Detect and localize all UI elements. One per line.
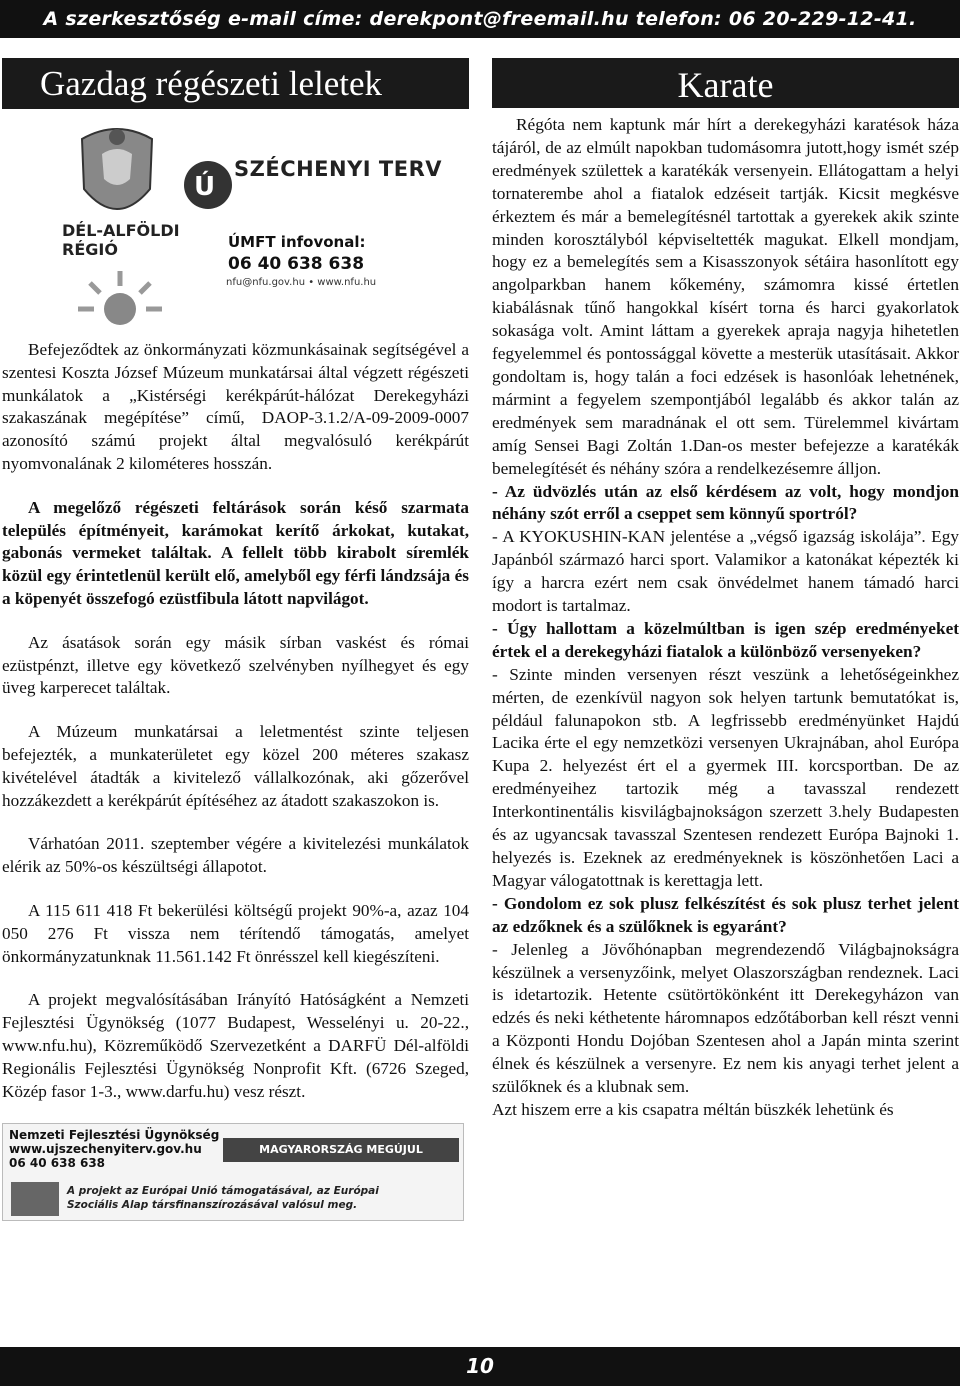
left-paragraph-4: A Múzeum munkatársai a leletmentést szinte teljesen befejezték, a munkaterületet egy közel 200 méteres szakasz kivételével átadták a kivitelező vállalkozónak, aki gőzerővel hozzákezdett a kerékpárút építéséhez az átadott szakaszokon is. — [2, 722, 469, 810]
left-paragraph-3: Az ásatások során egy másik sírban vaskést és római ezüstpénzt, illetve egy következő szelvényben nyílhegyet és egy üveg karperecet találtak. — [2, 632, 469, 698]
coat-of-arms-icon — [62, 119, 172, 229]
left-paragraph-2: A megelőző régészeti feltárások során késő szarmata település építményeit, karámokat kerítő árkokat, kutakat, gabonás vermeket találtak. A fellelt több kirabolt síremlék közül egy érintetlenül került elő, amelyből egy férfi lándzsája és a köpenyét összefogó ezüstfibula látott napvilágot. — [2, 497, 469, 608]
left-paragraph-1: Befejeződtek az önkormányzati közmunkásainak segítségével a szentesi Koszta József Múzeum munkatársai által végzett régészeti munkálatok a „Kistérségi kerékpárút-hálózat Derekegyházi szakaszának megépítése” című, DAOP-3.1.2/A-09-2009-0007 azonosító számú projekt által megvalósuló kerékpárút nyomvonalának 2 kilométeres hosszán. — [2, 340, 469, 473]
nfu-text — [9, 1128, 219, 1170]
page-number: 10 — [0, 1347, 960, 1386]
logo-block — [2, 115, 469, 339]
karate-question-1: - Az üdvözlés után az első kérdésem az volt, hogy mondjon néhány szót erről a cseppet sem könnyű sportról? — [492, 481, 959, 524]
szechenyi-terv-text: SZÉCHENYI TERV — [234, 157, 443, 181]
nfu-line1: Nemzeti Fejlesztési Ügynökség — [9, 1128, 220, 1143]
info-links: nfu@nfu.gov.hu • www.nfu.hu — [226, 277, 377, 288]
article-title-leletek: Gazdag régészeti leletek — [2, 58, 469, 109]
left-paragraph-5: Várhatóan 2011. szeptember végére a kivitelezési munkálatok elérik az 50%-os készültségi állapotot. — [2, 834, 469, 877]
karate-question-3: - Gondolom ez sok plusz felkészítést és sok plusz terhet jelent az edzőknek és a szülőknek is egyaránt? — [492, 893, 959, 936]
karate-intro: Régóta nem kaptunk már hírt a derekegyházi karatésok háza tájáról, de az elmúlt napokban tudomásomra jutott,hogy ismét szép eredmények születtek a karatékák versenyein. Ellátogattam a helyi tornaterembe ahol a fiatalok edzéseit tartják. Kicsit megkésve érkeztem és már a bemelegítésnél tartottak a gyerekek akik szinte minden korosztályból képviseltették magukat. Elkell mondjam, hogy ez a bemelegítés sem a Kisasszonyok sétáira hasonlított egy angolparkban hanem kőkemény, számomra kissé értetlen kiabálásnak tűnő hangokkal kísért torna és harci gyakorlatok sokasága volt. Amint láttam a gyerekek apraja nagyja hihetetlen fegyelemmel és pontossággal követte a mesterük utasításait. Akkor gondoltam is, hogy talán a foci edzések is hasonlóak lehetnének, mármint a fegyelem szempontjából legalább és akkor talán az eredmények sem maradnának el ott sem. Türelemmel kivártam amíg Sensei Bagi Zoltán 1.Dan-os mester befejezze a karatékák bemelegítését és néhány szóra a rendelkezésemre álljon. — [492, 115, 959, 478]
eu-line2: Szociális Alap társfinanszírozásával valósul meg. — [67, 1199, 358, 1212]
eu-support-text — [67, 1184, 379, 1212]
karate-answer-3: - Jelenleg a Jövőhónapban megrendezendő Világbajnokságra készülnek a versenyzőink, melyet Olaszországban rendeznek. Laci is idetartozik. Hetente csütörtökönként itt Derekegyházon van edzés és neki kéthetente háromnapos edzőtáborban kell részt venni a Központi Hondu Dojóban Szentesen ahol a Japán minta szerint élnek és készülnek a versenyre. Ez nem kis anyagi terhet jelent a szülőknek és a klubnak sem. — [492, 939, 959, 1097]
nfu-logo-block — [2, 1123, 464, 1221]
karate-answer-2: - Szinte minden versenyen részt veszünk a lehetőségeinkhez mérten, de ezenkívül nagyon sok helyen tartunk bemutatókat is, például falunapokon stb. A legfrissebb eredményünket Hajdú Lacika érte el egy nemzetközi versenyen Ukrajnában, ahol Európa Kupa 2. helyezést ért el a gyermek III. korcsportban. De az eredményeihez tartozik még a tavasszal rendezett Interkontinentális kisvilágbajnokságon szerzett 3.hely Budapesten és az ugyancsak tavasszal Szentesen rendezett Európa Bajnoki 1. helyezés is. Ezeknek az eredményeknek is köszönhetően Laci a Magyar válogatottnak is kerettagja lett. — [492, 664, 959, 890]
left-paragraph-6: A 115 611 418 Ft bekerülési költségű projekt 90%-a, azaz 104 050 276 Ft vissza nem térítendő támogatás, amelyet önkormányzatunknak 11.561.142 Ft önrésszel kell kiegészíteni. — [2, 900, 469, 966]
magyarorszag-megujul-badge: MAGYARORSZÁG MEGÚJUL — [223, 1138, 459, 1162]
nfu-line3: 06 40 638 638 — [9, 1156, 106, 1171]
karate-question-2: - Úgy hallottam a közelmúltban is igen szép eredményeket értek el a derekegyházi fiatalok a különböző versenyeken? — [492, 618, 959, 661]
info-phone: 06 40 638 638 — [228, 254, 365, 274]
left-paragraph-7: A projekt megvalósításában Irányító Hatóságként a Nemzeti Fejlesztési Ügynökség (1077 Budapest, Wesselényi u. 20-22., www.nfu.hu), Közreműködő Szervezetként a DARFÜ Dél-alföldi Regionális Fejlesztési Ügynökség Nonprofit Kft. (6726 Szeged, Közép fasor 1-3., www.darfu.hu) vesz részt. — [2, 990, 469, 1101]
header-contact-bar: A szerkesztőség e-mail címe: derekpont@freemail.hu telefon: 06 20-229-12-41. — [0, 0, 960, 38]
eu-flag-icon — [11, 1182, 59, 1216]
region-line2: RÉGIÓ — [62, 240, 118, 259]
info-label: ÚMFT infovonal: — [228, 233, 366, 251]
region-line1: DÉL-ALFÖLDI — [62, 221, 180, 240]
karate-answer-1: - A KYOKUSHIN-KAN jelentése a „végső igazság iskolája”. Egy Japánból származó harci sport. Valamikor a katonákat képezték ki így a harcra ezért nem csak önvédelmet hanem támadó harci modort is tartalmaz. — [492, 527, 959, 616]
svg-text:Ú: Ú — [194, 172, 216, 202]
region-text — [62, 221, 180, 259]
article-title-karate: Karate — [492, 58, 959, 108]
nfu-line2: www.ujszechenyiterv.gov.hu — [9, 1142, 202, 1157]
article-right — [492, 58, 959, 1122]
eu-line1: A projekt az Európai Unió támogatásával, az Európai — [67, 1185, 379, 1198]
article-left — [2, 58, 469, 1221]
karate-closing: Azt hiszem erre a kis csapatra méltán büszkék lehetünk és — [492, 1099, 894, 1119]
